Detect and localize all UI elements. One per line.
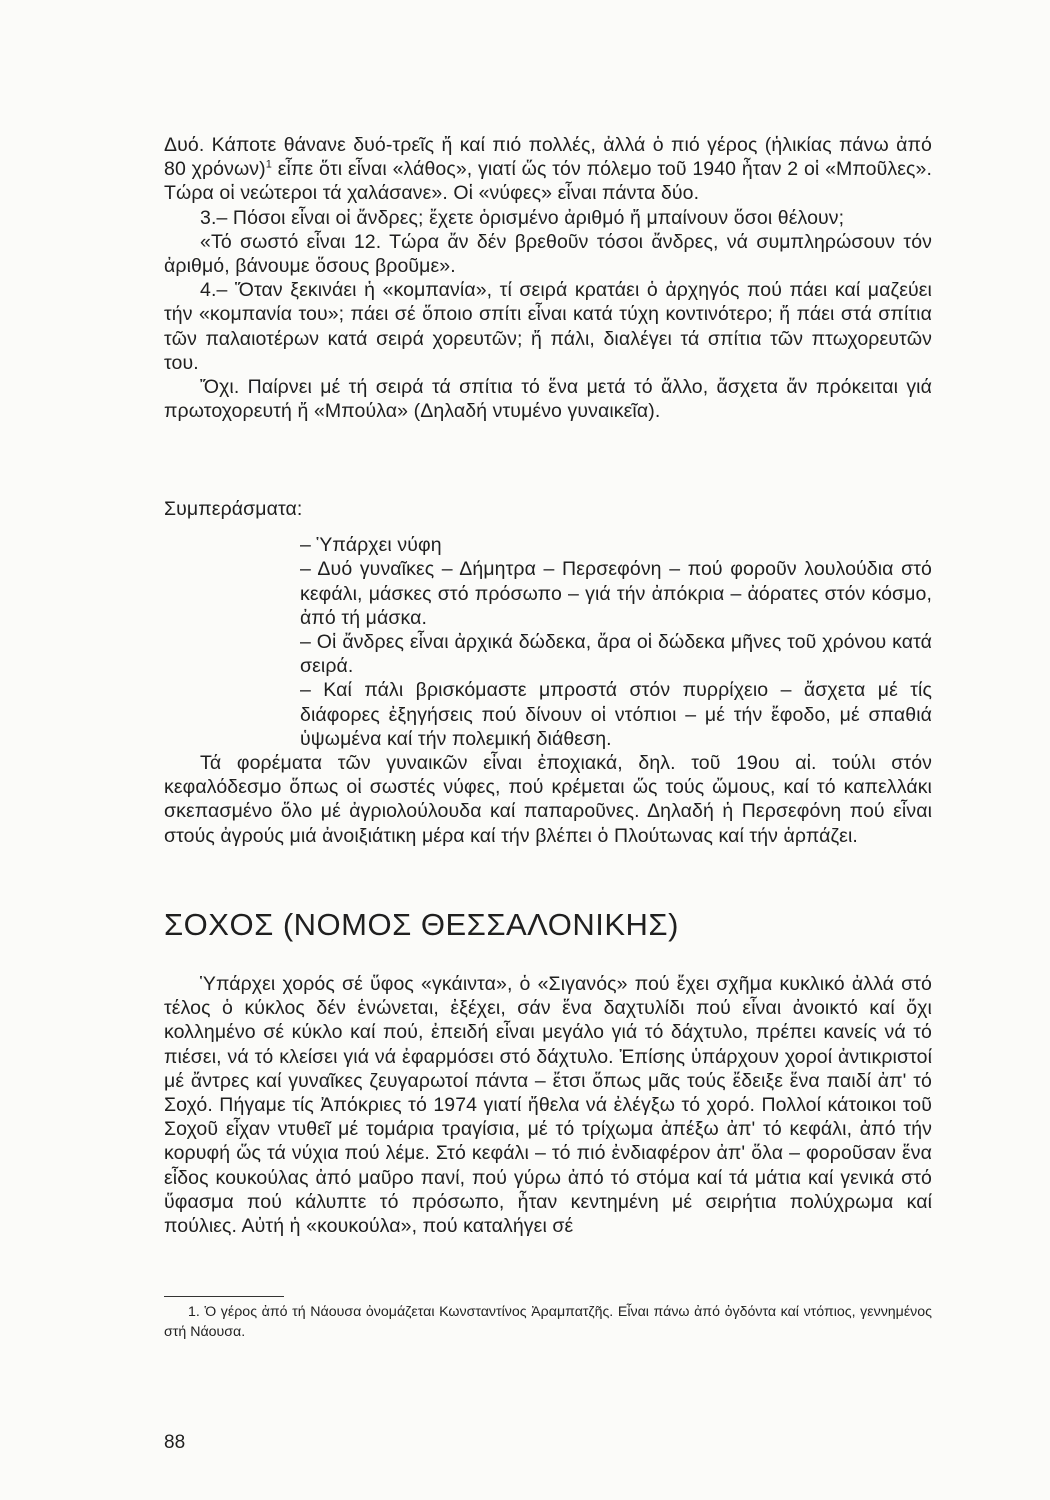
- conclusions-list: [300, 533, 932, 751]
- paragraph: Δυό. Κάποτε θάνανε δυό-τρεῖς ἤ καί πιό πολλές, ἀλλά ὁ πιό γέρος (ἡλικίας πάνω ἀπό 80 χρόνων)$^1$ εἶπε ὅτι εἶναι «λάθος», γιατί ὥς τόν πόλεμο τοῦ 1940 ἦταν 2 οἱ «Μποῦλες». Τώρα οἱ νεώτεροι τά χαλάσανε». Οἱ «νύφες» εἶναι πάντα δύο.: [164, 134, 932, 205]
- footnote-text: Ὁ γέρος ἀπό τή Νάουσα ὀνομάζεται Κωνσταντίνος Ἀραμπατζῆς. Εἶναι πάνω ἀπό ὀγδόντα καί ντόπιος, γεννημένος στή Νάουσα.: [164, 1304, 932, 1340]
- page-number: 88: [164, 1432, 186, 1453]
- question-4: 4.– Ὅταν ξεκινάει ἡ «κομπανία», τί σειρά κρατάει ὁ ἀρχηγός πού πάει καί μαζεύει τήν «κομπανία του»; πάει σέ ὅποιο σπίτι εἶναι κατά τύχη κοντινότερο; ἤ πάει στά σπίτια τῶν παλαιοτέρων κατά σειρά χορευτῶν; ἤ πάλι, διαλέγει τά σπίτια τῶν πτωχορευτῶν του.: [164, 279, 932, 374]
- footnote-number: 1.: [188, 1304, 200, 1320]
- conclusions: [164, 497, 932, 848]
- answer-4: Ὄχι. Παίρνει μέ τή σειρά τά σπίτια τό ἕνα μετά τό ἄλλο, ἄσχετα ἄν πρόκειται γιά πρωτοχορευτή ἤ «Μπούλα» (Δηλαδή ντυμένο γυναικεῖα).: [164, 376, 932, 423]
- interview-text: [164, 133, 932, 423]
- footnote: [164, 1302, 932, 1342]
- conclusions-label: Συμπεράσματα:: [164, 498, 303, 520]
- costume-paragraph: Τά φορέματα τῶν γυναικῶν εἶναι ἐποχιακά, δηλ. τοῦ 19ου αἰ. τούλι στόν κεφαλόδεσμο ὅπως οἱ σωστές νύφες, πού κρέμεται ὥς τούς ὤμους, καί τό καπελλάκι σκεπασμένο ὅλο μέ ἀγριολούλουδα καί παπαροῦνες. Δηλαδή ἡ Περσεφόνη πού εἶναι στούς ἀγρούς μιά ἀνοιξιάτικη μέρα καί τήν βλέπει ὁ Πλούτωνας καί τήν ἁρπάζει.: [164, 752, 932, 847]
- paragraph: Ὑπάρχει χορός σέ ὕφος «γκάιντα», ὁ «Σιγανός» πού ἔχει σχῆμα κυκλικό ἀλλά στό τέλος ὁ κύκλος δέν ἑνώνεται, ἐξέχει, σάν ἕνα δαχτυλίδι πού εἶναι ἀνοικτό καί ὄχι κολλημένο σέ κύκλο καί πού, ἐπειδή εἶναι μεγάλο γιά τό δάχτυλο, πρέπει κανείς νά τό πιέσει, νά τό κλείσει γιά νά ἐφαρμόσει στό δάχτυλο. Ἐπίσης ὑπάρχουν χοροί ἀντικριστοί μέ ἄντρες καί γυναῖκες ζευγαρωτοί πάντα – ἔτσι ὅπως μᾶς τούς ἔδειξε ἕνα παιδί ἀπ' τό Σοχό. Πήγαμε τίς Ἀπόκριες τό 1974 γιατί ἤθελα νά ἐλέγξω τό χορό. Πολλοί κάτοικοι τοῦ Σοχοῦ εἶχαν ντυθεῖ μέ τομάρια τραγίσια, μέ τό τρίχωμα ἀπέξω ἀπ' τό κεφάλι, ἀπό τήν κορυφή ὥς τά νύχια πού λέμε. Στό κεφάλι – τό πιό ἐνδιαφέρον ἀπ' ὅλα – φοροῦσαν ἕνα εἶδος κουκούλας ἀπό μαῦρο πανί, πού γύρω ἀπό τό στόμα καί τά μάτια καί γενικά στό ὕφασμα πού κάλυπτε τό πρόσωπο, ἦταν κεντημένη μέ σειρήτια πολύχρωμα καί πούλιες. Αὐτή ἡ «κουκούλα», πού καταλήγει σέ: [164, 973, 932, 1238]
- footnote-divider: [164, 1296, 284, 1297]
- list-item: – Καί πάλι βρισκόμαστε μπροστά στόν πυρρίχειο – ἄσχετα μέ τίς διάφορες ἐξηγήσεις πού δίνουν οἱ ντόπιοι – μέ τήν ἔφοδο, μέ σπαθιά ὑψωμένα καί τήν πολεμική διάθεση.: [300, 679, 932, 750]
- list-item: – Δυό γυναῖκες – Δήμητρα – Περσεφόνη – πού φοροῦν λουλούδια στό κεφάλι, μάσκες στό πρόσωπο – γιά τήν ἀπόκρια – ἀόρατες στόν κόσμο, ἀπό τή μάσκα.: [300, 558, 932, 629]
- list-item: – Ὑπάρχει νύφη: [300, 534, 442, 557]
- question-3: 3.– Πόσοι εἶναι οἱ ἄνδρες; ἔχετε ὁρισμένο ἀριθμό ἤ μπαίνουν ὅσοι θέλουν;: [200, 206, 845, 229]
- section-body: [164, 972, 932, 1238]
- section-heading: ΣΟΧΟΣ (ΝΟΜΟΣ ΘΕΣΣΑΛΟΝΙΚΗΣ): [164, 907, 679, 942]
- answer-3: «Τό σωστό εἶναι 12. Τώρα ἄν δέν βρεθοῦν τόσοι ἄνδρες, νά συμπληρώσουν τόν ἀριθμό, βάνουμε ὅσους βροῦμε».: [164, 230, 932, 278]
- footnote-ref[interactable]: 1: [265, 158, 272, 171]
- list-item: – Οἱ ἄνδρες εἶναι ἀρχικά δώδεκα, ἄρα οἱ δώδεκα μῆνες τοῦ χρόνου κατά σειρά.: [300, 631, 932, 678]
